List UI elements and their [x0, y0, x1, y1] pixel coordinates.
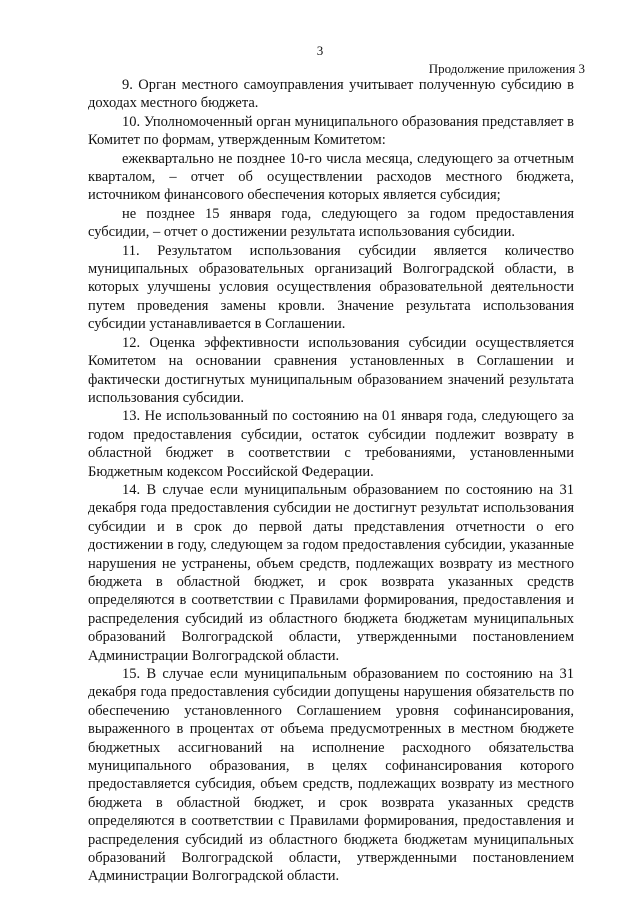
paragraph-9: 9. Орган местного самоуправления учитывает полученную субсидию в доходах местного бюджета. — [88, 77, 574, 112]
paragraph-15: 15. В случае если муниципальным образованием по состоянию на 31 декабря года предоставления субсидии допущены нарушения обязательств по обеспечению установленного Соглашением уровня софинансирования, выраженного в процентах от объема предусмотренных в местном бюджете бюджетных ассигнований на исполнение расходного обязательства муниципального образования, в целях софинансирования которого предоставляется субсидия, объем средств, подлежащих возврату из местного бюджета в областной бюджет, и срок возврата указанных средств определяются в соответствии с Правилами формирования, предоставления и распределения субсидий из областного бюджета бюджетам муниципальных образований Волгоградской области, утвержденными постановлением Администрации Волгоградской области. — [88, 666, 574, 885]
paragraph-10: 10. Уполномоченный орган муниципального образования представляет в Комитет по формам, утвержденным Комитетом: — [88, 113, 574, 149]
page-number: 3 — [316, 43, 324, 58]
paragraph-13: 13. Не использованный по состоянию на 01 января года, следующего за годом предоставления субсидии, остаток субсидии подлежит возврату в областной бюджет в соответствии с требованиями, установленными Бюджетным кодексом Российской Федерации. — [88, 408, 574, 480]
paragraph-12: 12. Оценка эффективности использования субсидии осуществляется Комитетом на основании сравнения установленных в Соглашении и фактически достигнутых муниципальным образованием значений результата использования субсидии. — [88, 334, 574, 406]
document-body — [88, 76, 574, 886]
paragraph-14: 14. В случае если муниципальным образованием по состоянию на 31 декабря года предоставления субсидии не достигнут результат использования субсидии и в срок до первой даты представления отчетности о его достижении в году, следующем за годом предоставления субсидии, указанные нарушения не устранены, объем средств, подлежащих возврату из местного бюджета в областной бюджет, и срок возврата указанных средств определяются в соответствии с Правилами формирования, предоставления и распределения субсидий из областного бюджета бюджетам муниципальных образований Волгоградской области, утвержденными постановлением Администрации Волгоградской области. — [88, 481, 574, 664]
paragraph-10-quarterly: ежеквартально не позднее 10-го числа месяца, следующего за отчетным кварталом, – отчет об осуществлении расходов местного бюджета, источником финансового обеспечения которых является субсидия; — [88, 150, 574, 204]
continuation-label: Продолжение приложения 3 — [428, 61, 585, 76]
paragraph-10-annual: не позднее 15 января года, следующего за годом предоставления субсидии, – отчет о достижении результата использования субсидии. — [88, 205, 574, 241]
paragraph-11: 11. Результатом использования субсидии является количество муниципальных образовательных организаций Волгоградской области, в которых улучшены условия осуществления образовательной деятельности путем проведения замены кровли. Значение результата использования субсидии устанавливается в Соглашении. — [88, 242, 574, 333]
